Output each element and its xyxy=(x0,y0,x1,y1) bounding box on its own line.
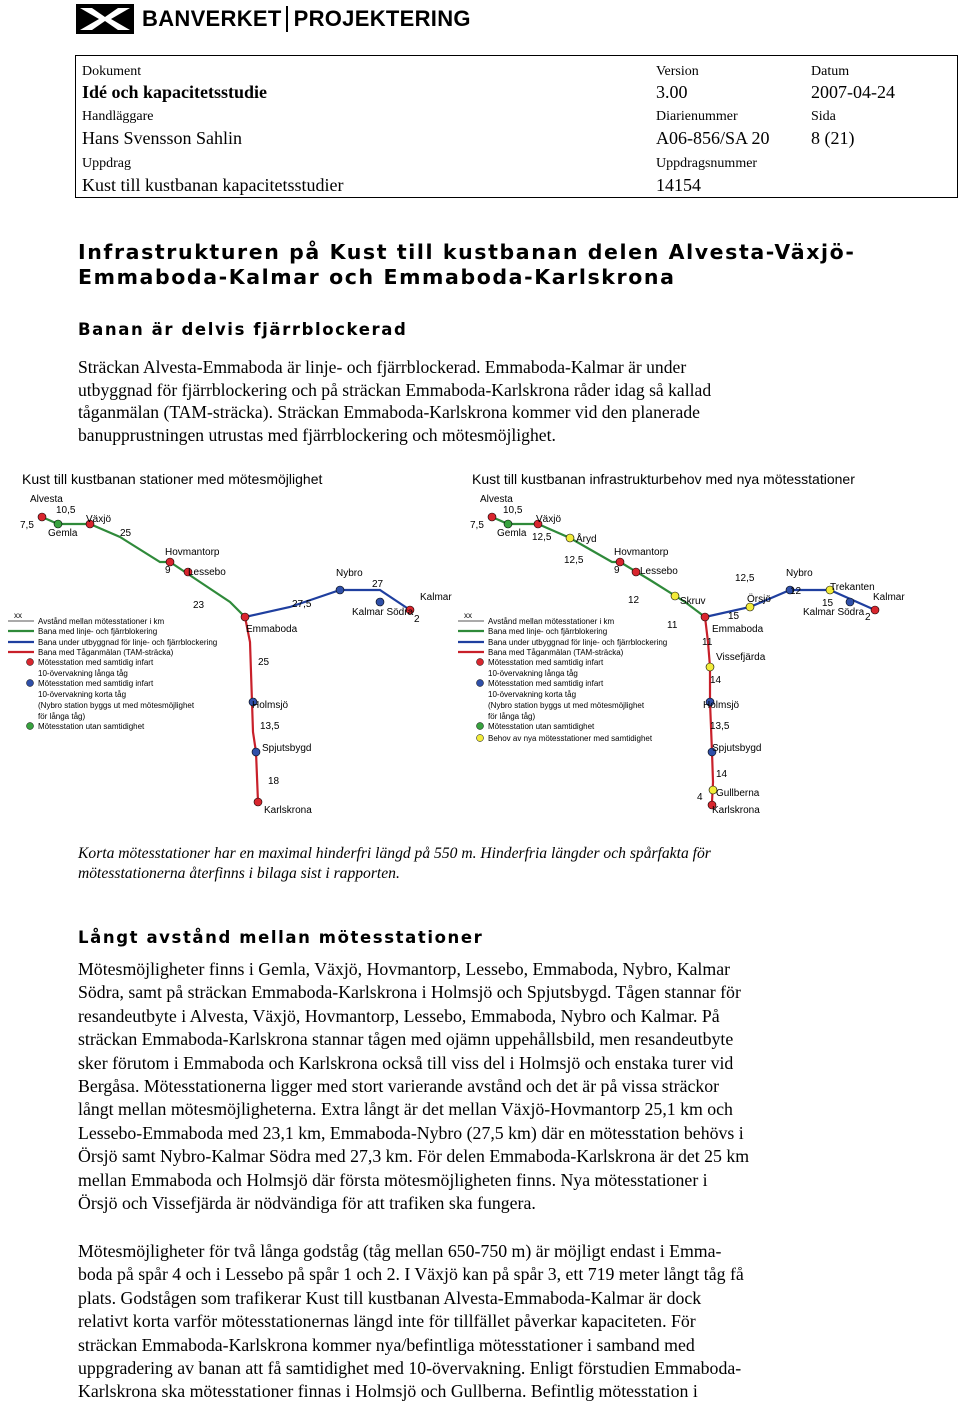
label-kalmar-sodra: Kalmar Södra xyxy=(352,607,414,618)
dist-r-emmaboda-orsjo: 15 xyxy=(728,611,740,622)
section2-line: Lessebo-Emmaboda med 23,1 km, Emmaboda-Nybro (27,5 km) där en mötesstation behövs i xyxy=(78,1122,744,1143)
logo-divider xyxy=(286,6,288,32)
station-r-aryd xyxy=(566,534,574,542)
label-r-orsjo: Örsjö xyxy=(747,594,771,605)
station-r-kalmar xyxy=(871,606,879,614)
legend-samtidig-1: Mötesstation med samtidig infart xyxy=(38,658,154,667)
legend-samtidig-korta-2: 10-övervakning korta tåg xyxy=(38,690,127,699)
legend-xx: xx xyxy=(14,611,22,620)
station-r-lessebo xyxy=(632,568,640,576)
track-r-alvesta-vaxjo xyxy=(492,517,538,524)
dist-r-skruv-emmaboda: 11 xyxy=(667,620,678,631)
label-kalmar: Kalmar xyxy=(420,592,452,603)
label-nybro: Nybro xyxy=(336,568,363,579)
map-right-title: Kust till kustbanan infrastrukturbehov med nya mötesstationer xyxy=(472,471,855,487)
section2-line: plats. Godstågen som trafikerar Kust till kustbanan Alvesta-Emmaboda-Kalmar är dock xyxy=(78,1287,702,1308)
legend-r-samtidig-korta-1: Mötesstation med samtidig infart xyxy=(488,679,604,688)
legend-right xyxy=(458,611,667,743)
section2-line: boda på spår 4 och i Lessebo på spår 1 och 2. I Växjö kan på spår 3, ett 719 meter långt tåg få xyxy=(78,1264,744,1285)
station-r-kalmar-sodra xyxy=(846,598,854,606)
section2-paragraph-1 xyxy=(78,958,868,1215)
section2-line: Mötesmöjligheter för två långa godståg (tåg mellan 650-750 m) är möjligt endast i Emma- xyxy=(78,1241,722,1261)
legend-left xyxy=(8,611,217,731)
section2-line: mellan Emmaboda och Holmsjö där första mötesmöjligheten finns. Nya mötesstationer i xyxy=(78,1169,708,1190)
dist-r-trekanten-ks: 15 xyxy=(822,598,834,609)
legend-tam: Bana med Tåganmälan (TAM-sträcka) xyxy=(38,648,174,657)
dist-r-emmaboda-visse: 11 xyxy=(702,637,713,648)
map-caption xyxy=(78,844,878,883)
label-hovmantorp: Hovmantorp xyxy=(165,547,220,558)
legend-r-distance: Avstånd mellan mötesstationer i km xyxy=(488,617,615,626)
section2-line: Mötesmöjligheter finns i Gemla, Växjö, Hovmantorp, Lessebo, Emmaboda, Nybro, Kalmar xyxy=(78,959,731,979)
label-r-alvesta: Alvesta xyxy=(480,494,513,505)
dist-holmsjo-spjut: 13,5 xyxy=(260,721,280,732)
banverket-logo xyxy=(76,2,471,36)
legend-r-samtidig-korta-2: 10-övervakning korta tåg xyxy=(488,690,577,699)
section2-line: sker förutom i Emmaboda och Karlskrona också till viss del i Holmsjö och enstaka turer vid xyxy=(78,1052,734,1073)
legend-samtidig-korta-1: Mötesstation med samtidig infart xyxy=(38,679,154,688)
dist-emmaboda-nybro: 27,5 xyxy=(292,599,312,610)
track-alvesta-vaxjo xyxy=(42,517,90,524)
dist-r-hov-lessebo: 9 xyxy=(614,565,620,576)
station-kalmar-sodra xyxy=(376,598,384,606)
label-r-gullberna: Gullberna xyxy=(716,788,760,799)
uppdrag-label: Uppdrag xyxy=(82,156,131,171)
dist-r-gemla-vaxjo: 10,5 xyxy=(503,505,523,516)
dist-r-gullberna-karlskrona: 4 xyxy=(697,792,703,803)
dist-emmaboda-holmsjo: 25 xyxy=(258,657,270,668)
station-alvesta xyxy=(38,513,46,521)
section2-line: Karlskrona ska mötesstationer finnas i Holmsjö och Gullberna. Befintlig mötesstation i xyxy=(78,1381,698,1402)
section1-line: utbyggnad för fjärrblockering och på sträckan Emmaboda-Karlskrona råder idag så kallad xyxy=(78,379,712,400)
version-value: 3.00 xyxy=(656,82,688,102)
dist-vaxjo-hov: 25 xyxy=(120,528,132,539)
legend-r-under: Bana under utbyggnad för linje- och fjärrblockering xyxy=(488,638,668,647)
station-r-gemla xyxy=(504,520,512,528)
label-r-karlskrona: Karlskrona xyxy=(712,805,760,816)
dist-r-vaxjo-aryd: 12,5 xyxy=(532,532,552,543)
legend-r-samtidig-korta-4: för långa tåg) xyxy=(488,712,536,721)
legend-utan: Mötesstation utan samtidighet xyxy=(38,722,145,731)
uppdragsnummer-value: 14154 xyxy=(656,175,701,195)
section1-line: Sträckan Alvesta-Emmaboda är linje- och fjärrblockerad. Emmaboda-Kalmar är under xyxy=(78,357,687,377)
section2-line: relativt korta varför mötesstationernas längd inte för tillfället påverkar kapaciteten. För xyxy=(78,1311,696,1332)
label-r-kalmar: Kalmar xyxy=(873,592,905,603)
legend-r-samtidig-1: Mötesstation med samtidig infart xyxy=(488,658,604,667)
map-left xyxy=(8,471,452,816)
sida-label: Sida xyxy=(811,109,836,124)
handlaggare-label: Handläggare xyxy=(82,109,154,124)
label-r-trekanten: Trekanten xyxy=(830,582,875,593)
legend-distance: Avstånd mellan mötesstationer i km xyxy=(38,617,165,626)
station-spjutsbygd xyxy=(252,748,260,756)
label-r-kalmar-sodra: Kalmar Södra xyxy=(803,607,865,618)
legend-r-xx: xx xyxy=(464,611,472,620)
station-r-emmaboda xyxy=(701,613,709,621)
dist-gemla-vaxjo: 10,5 xyxy=(56,505,76,516)
station-r-vissefjarda xyxy=(706,663,714,671)
datum-label: Datum xyxy=(811,64,850,79)
dist-lessebo-emmaboda: 23 xyxy=(193,600,205,611)
sida-value: 8 (21) xyxy=(811,128,855,148)
map-left-title: Kust till kustbanan stationer med mötesmöjlighet xyxy=(22,471,323,487)
station-karlskrona xyxy=(254,798,262,806)
section-heading-langt-avstand: Långt avstånd mellan mötesstationer xyxy=(78,928,484,947)
label-spjutsbygd: Spjutsbygd xyxy=(262,743,312,754)
section2-line: långt mellan mötesmöjligheterna. Extra långt är det mellan Växjö-Hovmantorp 25,1 km och xyxy=(78,1099,733,1120)
dist-r-spjut-gullberna: 14 xyxy=(716,769,728,780)
label-holmsjo: Holmsjö xyxy=(252,700,289,711)
section1-line: tåganmälan (TAM-sträcka). Sträckan Emmaboda-Karlskrona kommer vid den planerade xyxy=(78,402,700,422)
logo-brand: BANVERKET xyxy=(142,6,282,31)
label-r-nybro: Nybro xyxy=(786,568,813,579)
legend-linje: Bana med linje- och fjärrblokering xyxy=(38,627,158,636)
legend-r-samtidig-2: 10-övervakning långa tåg xyxy=(488,669,578,678)
page-title xyxy=(78,240,898,290)
station-gemla xyxy=(54,520,62,528)
logo-division: PROJEKTERING xyxy=(293,6,471,31)
label-karlskrona: Karlskrona xyxy=(264,805,312,816)
station-nybro xyxy=(336,586,344,594)
station-emmaboda xyxy=(241,613,249,621)
dist-spjut-karlskrona: 18 xyxy=(268,776,280,787)
caption-line: mötesstationerna återfinns i bilaga sist i rapporten. xyxy=(78,864,400,882)
legend-r-behov: Behov av nya mötesstationer med samtidighet xyxy=(488,734,653,743)
label-r-skruv: Skruv xyxy=(680,596,706,607)
section2-line: Örsjö och Vissefjärda är nödvändiga för att trafiken ska fungera. xyxy=(78,1193,536,1214)
label-emmaboda: Emmaboda xyxy=(246,624,298,635)
section2-paragraph-2 xyxy=(78,1240,868,1404)
station-r-alvesta xyxy=(488,513,496,521)
label-r-emmaboda: Emmaboda xyxy=(712,624,764,635)
label-lessebo: Lessebo xyxy=(188,567,226,578)
section2-line: Örsjö samt Nybro-Kalmar Södra med 27,3 km. För delen Emmaboda-Karlskrona är det 25 km xyxy=(78,1146,750,1167)
uppdrag-value: Kust till kustbanan kapacitetsstudier xyxy=(82,175,344,195)
dist-ks-kalmar: 2 xyxy=(414,614,420,625)
section2-line: sträckan Emmaboda-Karlskrona stannar tågen med ojämn uppehållsbild, men resandeutbyte xyxy=(78,1029,734,1050)
legend-r-linje: Bana med linje- och fjärrblokering xyxy=(488,627,608,636)
dist-r-visse-holmsjo: 14 xyxy=(710,675,722,686)
label-r-lessebo: Lessebo xyxy=(640,566,678,577)
section2-line: sträckan Emmaboda-Karlskrona kommer nya/befintliga mötesstationer i samband med xyxy=(78,1334,695,1355)
version-label: Version xyxy=(656,64,699,79)
dist-r-alvesta-gemla: 7,5 xyxy=(470,520,484,531)
datum-value: 2007-04-24 xyxy=(811,82,895,102)
dist-r-nybro-trekanten: 12 xyxy=(790,586,802,597)
dokument-label: Dokument xyxy=(82,64,142,79)
dist-r-aryd-hov: 12,5 xyxy=(564,555,584,566)
dokument-value: Idé och kapacitetsstudie xyxy=(82,82,268,102)
label-r-vaxjo: Växjö xyxy=(536,514,562,525)
legend-under: Bana under utbyggnad för linje- och fjärrblockering xyxy=(38,638,218,647)
legend-samtidig-korta-4: för långa tåg) xyxy=(38,712,86,721)
section2-line: uppgradering av banan att få samtidighet med 10-övervakning. Enligt förstudien Emmaboda- xyxy=(78,1358,742,1379)
station-r-skruv xyxy=(671,592,679,600)
section1-paragraph xyxy=(78,356,878,446)
diarienummer-value: A06-856/SA 20 xyxy=(656,128,770,148)
section2-line: Södra, samt på sträckan Emmaboda-Karlskrona i Holmsjö och Spjutsbygd. Tågen stannar för xyxy=(78,982,741,1003)
dist-r-lessebo-skruv: 12 xyxy=(628,595,640,606)
label-r-aryd: Åryd xyxy=(576,534,597,545)
label-r-holmsjo: Holmsjö xyxy=(703,700,740,711)
legend-samtidig-2: 10-övervakning långa tåg xyxy=(38,669,128,678)
uppdragsnummer-label: Uppdragsnummer xyxy=(656,156,758,171)
section2-line: Bergåsa. Mötesstationerna ligger med stort varierande avstånd och det är på vissa sträckor xyxy=(78,1076,720,1097)
dist-alvesta-gemla: 7,5 xyxy=(20,520,34,531)
label-r-vissefjarda: Vissefjärda xyxy=(716,652,766,663)
label-gemla: Gemla xyxy=(48,528,78,539)
caption-line: Korta mötesstationer har en maximal hinderfri längd på 550 m. Hinderfria längder och spårfakta för xyxy=(78,845,711,862)
legend-r-samtidig-korta-3: (Nybro station byggs ut med mötesmöjlighet xyxy=(488,701,645,710)
label-vaxjo: Växjö xyxy=(86,514,112,525)
handlaggare-value: Hans Svensson Sahlin xyxy=(82,128,243,148)
label-r-spjutsbygd: Spjutsbygd xyxy=(712,743,762,754)
dist-r-holmsjo-spjut: 13,5 xyxy=(710,721,730,732)
dist-hov-lessebo: 9 xyxy=(165,565,171,576)
dist-r-orsjo-nybro: 12,5 xyxy=(735,573,755,584)
section-heading-fjarrblockerad: Banan är delvis fjärrblockerad xyxy=(78,320,408,339)
dist-nybro-ks: 27 xyxy=(372,579,384,590)
banverket-emblem-icon xyxy=(76,4,134,34)
section2-line: resandeutbyte i Alvesta, Växjö, Hovmantorp, Lessebo, Emmaboda, Nybro och Kalmar. På xyxy=(78,1005,720,1026)
page-title-line-1: Infrastrukturen på Kust till kustbanan delen Alvesta-Växjö- xyxy=(78,240,856,264)
page-title-line-2: Emmaboda-Kalmar och Emmaboda-Karlskrona xyxy=(78,265,676,289)
label-r-hovmantorp: Hovmantorp xyxy=(614,547,669,558)
track-maps xyxy=(0,462,960,832)
document-header xyxy=(75,55,958,198)
legend-r-utan: Mötesstation utan samtidighet xyxy=(488,722,595,731)
diarienummer-label: Diarienummer xyxy=(656,109,738,124)
label-alvesta: Alvesta xyxy=(30,494,63,505)
section1-line: banupprustningen utrustas med fjärrblockering och mötesmöjlighet. xyxy=(78,424,556,445)
legend-r-tam: Bana med Tåganmälan (TAM-sträcka) xyxy=(488,648,624,657)
legend-samtidig-korta-3: (Nybro station byggs ut med mötesmöjlighet xyxy=(38,701,195,710)
map-right xyxy=(458,471,905,816)
dist-r-ks-kalmar: 2 xyxy=(865,612,871,623)
label-r-gemla: Gemla xyxy=(497,528,527,539)
